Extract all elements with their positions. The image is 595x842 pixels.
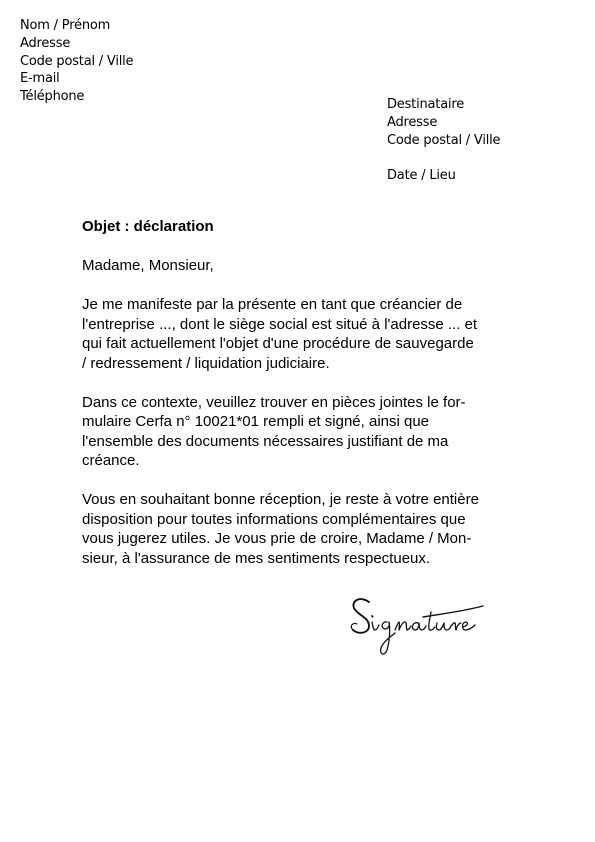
sender-block — [20, 17, 133, 106]
paragraph-attachments — [82, 393, 522, 471]
paragraph-closing — [82, 490, 522, 568]
handwritten-signature — [345, 592, 495, 662]
recipient-name: Destinataire — [387, 97, 465, 112]
paragraph-creditor — [82, 295, 522, 373]
paragraph-line: qui fait actuellement l'objet d'une procédure de sauvegarde — [82, 335, 474, 352]
paragraph-line: disposition pour toutes informations complémentaires que — [82, 510, 466, 528]
paragraph-line: Je me manifeste par la présente en tant que créancier de — [82, 296, 463, 313]
paragraph-line: mulaire Cerfa n° 10021*01 rempli et signé, ainsi que — [82, 413, 430, 430]
letter-salutation: Madame, Monsieur, — [82, 257, 214, 274]
letter-body — [82, 217, 522, 568]
sender-address: Adresse — [20, 35, 71, 51]
letter-subject: Objet : déclaration — [82, 218, 214, 235]
paragraph-line: Dans ce contexte, veuillez trouver en pièces jointes le for- — [82, 393, 466, 411]
recipient-postal-city: Code postal / Ville — [387, 133, 501, 148]
recipient-address: Adresse — [387, 115, 438, 130]
paragraph-line: / redressement / liquidation judiciaire. — [82, 354, 330, 372]
paragraph-line: l'ensemble des documents nécessaires justifiant de ma — [82, 432, 449, 450]
date-place: Date / Lieu — [387, 168, 456, 183]
recipient-block — [387, 96, 500, 150]
paragraph-line: l'entreprise ..., dont le siège social est situé à l'adresse ... et — [82, 315, 478, 333]
sender-phone: Téléphone — [20, 89, 85, 105]
sender-name: Nom / Prénom — [20, 18, 111, 33]
paragraph-line: créance. — [82, 452, 140, 469]
paragraph-line: sieur, à l'assurance de mes sentiments respectueux. — [82, 549, 431, 567]
sender-postal-city: Code postal / Ville — [20, 53, 134, 69]
paragraph-line: Vous en souhaitant bonne réception, je reste à votre entière — [82, 491, 479, 508]
sender-email: E-mail — [20, 71, 60, 87]
paragraph-line: vous jugerez utiles. Je vous prie de croire, Madame / Mon- — [82, 530, 472, 547]
